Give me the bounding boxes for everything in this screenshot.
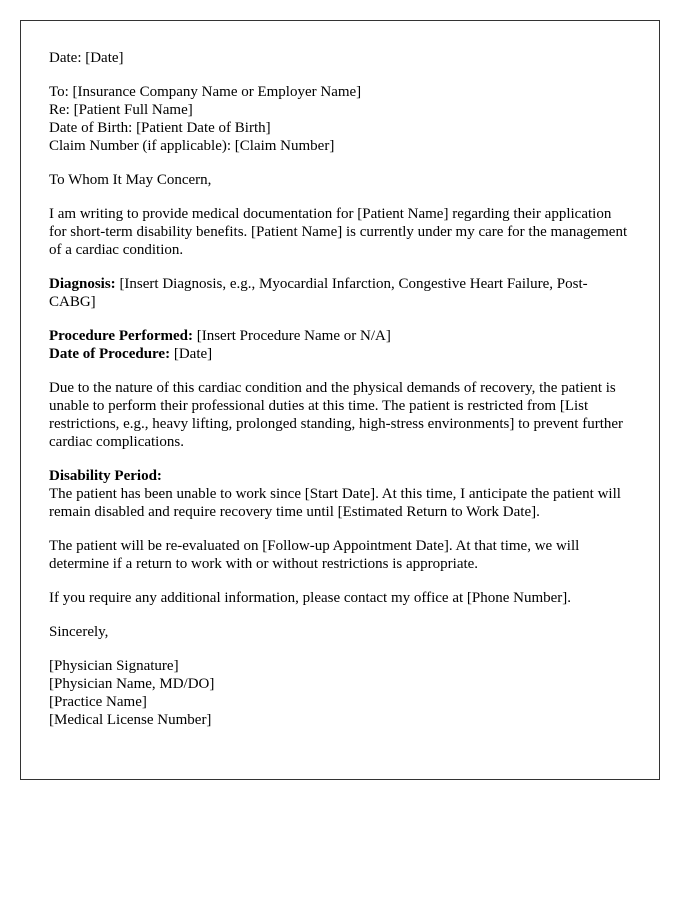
reevaluation-paragraph: The patient will be re-evaluated on [Follow-up Appointment Date]. At that time, we will determine if a return to work with or without restrictions is appropriate. xyxy=(49,538,580,572)
recipient-block xyxy=(49,83,631,155)
letter-page xyxy=(20,20,660,780)
disability-label: Disability Period: xyxy=(49,468,162,484)
restrictions-paragraph: Due to the nature of this cardiac condition and the physical demands of recovery, the patient is unable to perform their professional duties at this time. The patient is restricted from [List restrictions, e.g., heavy lifting, prolonged standing, high-stress environments] to prevent further cardiac complications. xyxy=(49,380,624,450)
disability-block xyxy=(49,467,631,521)
contact-paragraph: If you require any additional information, please contact my office at [Phone Number]. xyxy=(49,590,572,606)
procedure-block xyxy=(49,327,631,363)
diagnosis-label: Diagnosis: xyxy=(49,276,116,292)
physician-signature: [Physician Signature] xyxy=(49,658,179,674)
procedure-label: Procedure Performed: xyxy=(49,328,193,344)
recipient-claim: Claim Number (if applicable): [Claim Number] xyxy=(49,138,335,154)
salutation: To Whom It May Concern, xyxy=(49,172,212,188)
recipient-to: To: [Insurance Company Name or Employer Name] xyxy=(49,84,362,100)
physician-name: [Physician Name, MD/DO] xyxy=(49,676,215,692)
closing: Sincerely, xyxy=(49,624,109,640)
procedure-line xyxy=(49,327,631,345)
procedure-value: [Insert Procedure Name or N/A] xyxy=(192,328,391,344)
intro-paragraph: I am writing to provide medical documentation for [Patient Name] regarding their application for short-term disability benefits. [Patient Name] is currently under my care for the management of a cardiac condition. xyxy=(49,206,628,258)
practice-name: [Practice Name] xyxy=(49,694,147,710)
recipient-dob: Date of Birth: [Patient Date of Birth] xyxy=(49,120,271,136)
procedure-date-label: Date of Procedure: xyxy=(49,346,171,362)
disability-text: The patient has been unable to work since [Start Date]. At this time, I anticipate the patient will remain disabled and require recovery time until [Estimated Return to Work Date]. xyxy=(49,486,621,520)
signature-block xyxy=(49,657,631,729)
license-number: [Medical License Number] xyxy=(49,712,212,728)
procedure-date-line xyxy=(49,345,631,363)
diagnosis-paragraph xyxy=(49,275,631,311)
procedure-date-value: [Date] xyxy=(170,346,213,362)
date-line: Date: [Date] xyxy=(49,50,124,66)
diagnosis-value: [Insert Diagnosis, e.g., Myocardial Infarction, Congestive Heart Failure, Post-CABG] xyxy=(49,276,588,310)
recipient-re: Re: [Patient Full Name] xyxy=(49,102,193,118)
